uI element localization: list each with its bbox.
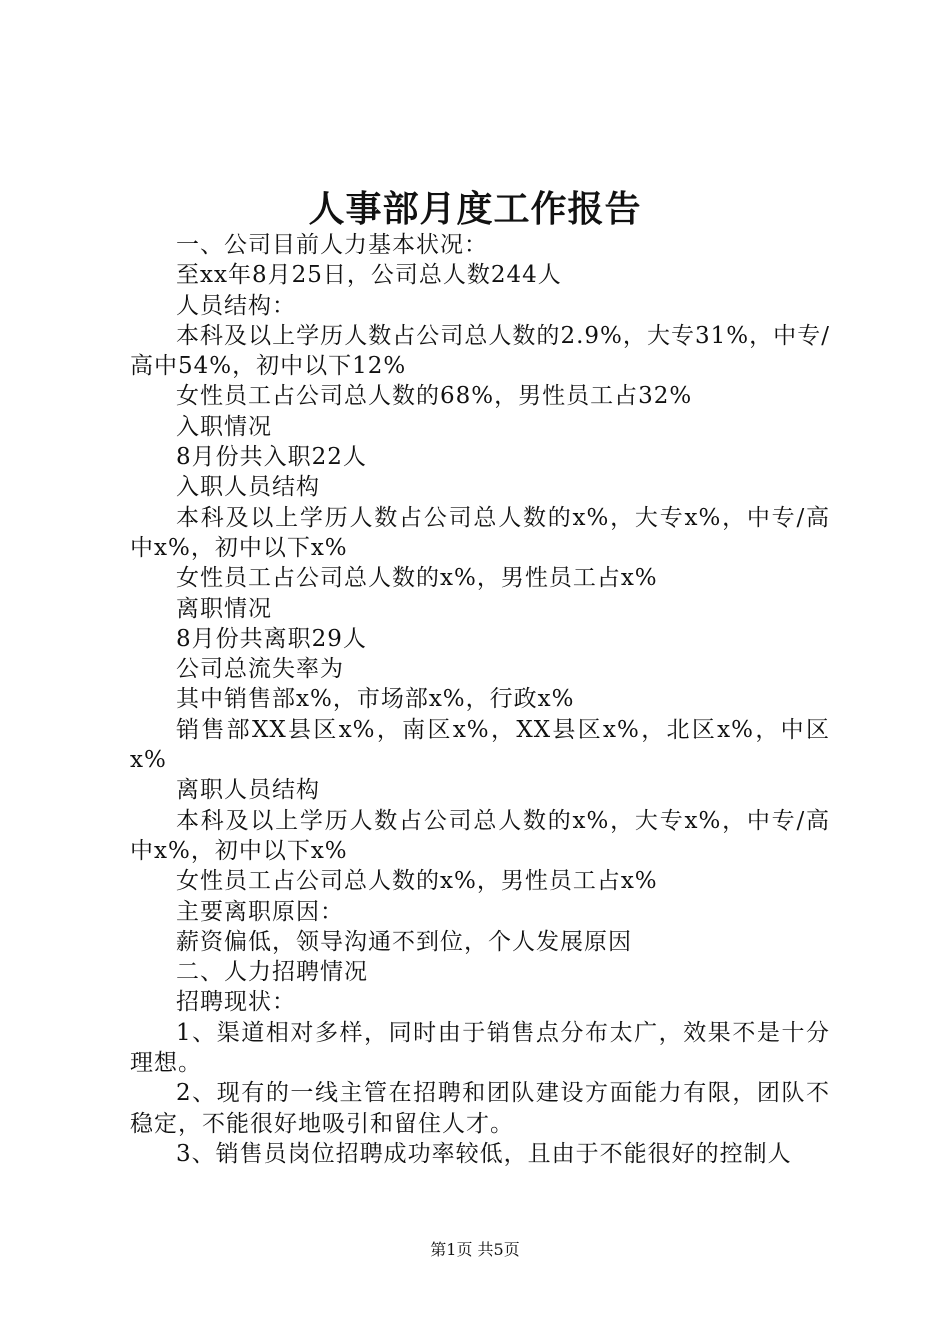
paragraph: 主要离职原因： [176, 898, 344, 925]
document-body [130, 230, 830, 1169]
paragraph: 离职人员结构 [176, 777, 320, 804]
paragraph: 招聘现状： [176, 989, 296, 1016]
document-title: 人事部月度工作报告 [308, 188, 642, 230]
paragraph: 二、人力招聘情况 [176, 959, 368, 986]
paragraph: 8月份共离职29人 [176, 625, 367, 652]
paragraph: 8月份共入职22人 [176, 444, 367, 471]
paragraph: 公司总流失率为 [176, 656, 344, 683]
paragraph: 女性员工占公司总人数的x%，男性员工占x% [176, 868, 658, 895]
paragraph: 一、公司目前人力基本状况： [176, 232, 488, 258]
paragraph: 入职情况 [176, 413, 272, 440]
paragraph: 离职情况 [176, 595, 272, 622]
paragraph: 薪资偏低，领导沟通不到位，个人发展原因 [176, 928, 632, 955]
paragraph: 本科及以上学历人数占公司总人数的2.9%，大专31%，中专/高中54%，初中以下12% [130, 322, 830, 380]
paragraph: 销售部XX县区x%，南区x%，XX县区x%，北区x%，中区x% [130, 716, 830, 774]
paragraph: 3、销售员岗位招聘成功率较低，且由于不能很好的控制人 [176, 1140, 792, 1167]
paragraph: 入职人员结构 [176, 474, 320, 501]
paragraph: 本科及以上学历人数占公司总人数的x%，大专x%，中专/高中x%，初中以下x% [130, 807, 830, 864]
paragraph: 女性员工占公司总人数的68%，男性员工占32% [176, 383, 693, 410]
paragraph: 2、现有的一线主管在招聘和团队建设方面能力有限，团队不稳定，不能很好地吸引和留住人才。 [130, 1080, 830, 1137]
paragraph: 女性员工占公司总人数的x%，男性员工占x% [176, 565, 658, 592]
page-footer: 第1页 共5页 [430, 1240, 520, 1259]
paragraph: 人员结构： [176, 292, 296, 319]
paragraph: 至xx年8月25日，公司总人数244人 [176, 262, 562, 289]
paragraph: 本科及以上学历人数占公司总人数的x%，大专x%，中专/高中x%，初中以下x% [130, 504, 830, 561]
paragraph: 1、渠道相对多样，同时由于销售点分布太广，效果不是十分理想。 [130, 1019, 830, 1077]
paragraph: 其中销售部x%，市场部x%，行政x% [176, 686, 575, 713]
